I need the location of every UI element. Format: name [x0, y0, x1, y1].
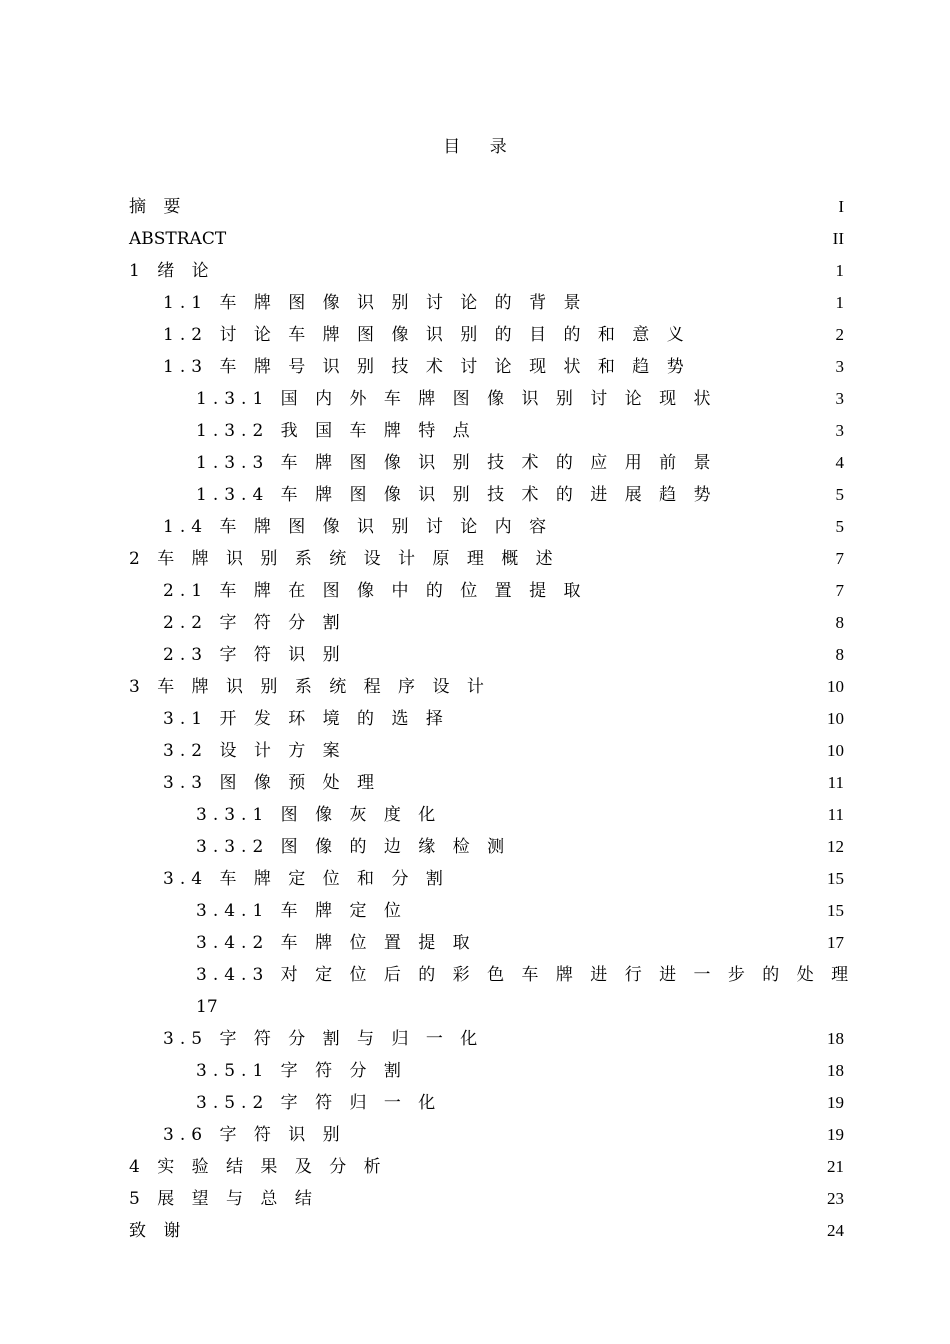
toc-entry[interactable] [0, 1215, 950, 1247]
toc-entry-page: 21 [827, 1157, 844, 1176]
toc-entry-title: 2.1 车 牌 在 图 像 中 的 位 置 提 取 [163, 581, 587, 601]
toc-entry-page: 17 [827, 933, 844, 952]
toc-entry-title: ABSTRACT [129, 229, 227, 249]
toc-entry[interactable] [0, 607, 950, 639]
toc-entry-title: 3.4.3 对 定 位 后 的 彩 色 车 牌 进 行 进 一 步 的 处 理 [196, 965, 855, 985]
toc-entry-title: 1 绪 论 [129, 261, 215, 281]
toc-entry-title: 3.3 图 像 预 处 理 [163, 773, 381, 793]
toc-entry-page: 3 [835, 389, 844, 408]
toc-entry[interactable] [0, 703, 950, 735]
toc-entry[interactable] [0, 543, 950, 575]
toc-entry[interactable] [0, 991, 950, 1023]
toc-entry[interactable] [0, 735, 950, 767]
toc-entry-page: 8 [835, 645, 844, 664]
toc-entry[interactable] [0, 863, 950, 895]
toc-entry-title: 4 实 验 结 果 及 分 析 [129, 1157, 387, 1177]
toc-entry-page: 2 [835, 325, 844, 344]
toc-entry[interactable] [0, 415, 950, 447]
toc-entry-title: 3.1 开 发 环 境 的 选 择 [163, 709, 449, 729]
page-title: 目 录 [443, 137, 519, 157]
toc-entry-page: I [838, 197, 844, 216]
toc-entry-title: 5 展 望 与 总 结 [129, 1189, 318, 1209]
toc-entry[interactable] [0, 223, 950, 255]
toc-entry-page: 5 [835, 485, 844, 504]
toc-entry-title: 3.3.2 图 像 的 边 缘 检 测 [196, 837, 511, 857]
toc-entry-page: 7 [835, 549, 844, 568]
toc-entry[interactable] [0, 895, 950, 927]
toc-entry[interactable] [0, 831, 950, 863]
toc-entry[interactable] [0, 671, 950, 703]
toc-entry-title: 3.4.1 车 牌 定 位 [196, 901, 407, 921]
toc-entry[interactable] [0, 575, 950, 607]
toc-entry-title: 摘 要 [129, 197, 187, 217]
toc-entry-page: 15 [827, 869, 844, 888]
toc-entry-title: 1.3 车 牌 号 识 别 技 术 讨 论 现 状 和 趋 势 [163, 357, 690, 377]
toc-entry-page: 3 [835, 357, 844, 376]
toc-entry-page: 24 [827, 1221, 844, 1240]
toc-entry-title: 1.3.2 我 国 车 牌 特 点 [196, 421, 476, 441]
toc-entry-title: 3.5 字 符 分 割 与 归 一 化 [163, 1029, 484, 1049]
toc-entry[interactable] [0, 287, 950, 319]
toc-entry-title: 1.1 车 牌 图 像 识 别 讨 论 的 背 景 [163, 293, 587, 313]
toc-entry[interactable] [0, 799, 950, 831]
toc-entry[interactable] [0, 319, 950, 351]
toc-entry-page: 1 [835, 293, 844, 312]
toc-entry-page: 19 [827, 1093, 844, 1112]
toc-entry-title: 3.6 字 符 识 别 [163, 1125, 346, 1145]
toc-entry-page: 18 [827, 1029, 844, 1048]
toc-entry-page: 23 [827, 1189, 844, 1208]
toc-entry[interactable] [0, 1087, 950, 1119]
toc-entry[interactable] [0, 351, 950, 383]
toc-entry-title: 3.5.1 字 符 分 割 [196, 1061, 407, 1081]
toc-entry-title: 3.4 车 牌 定 位 和 分 割 [163, 869, 449, 889]
toc-entry-page: 5 [835, 517, 844, 536]
toc-entry[interactable] [0, 927, 950, 959]
toc-entry-page: 15 [827, 901, 844, 920]
toc-entry[interactable] [0, 1183, 950, 1215]
toc-entry-page: 8 [835, 613, 844, 632]
toc-entry-page: 3 [835, 421, 844, 440]
toc-entry[interactable] [0, 1151, 950, 1183]
toc-entry-page: 10 [827, 741, 844, 760]
toc-entry[interactable] [0, 255, 950, 287]
toc-entry[interactable] [0, 1055, 950, 1087]
toc-entry-title: 1.3.3 车 牌 图 像 识 别 技 术 的 应 用 前 景 [196, 453, 717, 473]
toc-entry[interactable] [0, 479, 950, 511]
toc-entry[interactable] [0, 383, 950, 415]
toc-entry-page: II [832, 229, 844, 248]
toc-entry[interactable] [0, 639, 950, 671]
toc-entry-page: 11 [827, 773, 844, 792]
toc-entry[interactable] [0, 767, 950, 799]
toc-entry-page: 1 [835, 261, 844, 280]
toc-entry[interactable] [0, 1119, 950, 1151]
toc-entry-title: 3.2 设 计 方 案 [163, 741, 346, 761]
toc-entry[interactable] [0, 1023, 950, 1055]
toc-entry-title: 1.3.4 车 牌 图 像 识 别 技 术 的 进 展 趋 势 [196, 485, 717, 505]
toc-entry-title: 1.2 讨 论 车 牌 图 像 识 别 的 目 的 和 意 义 [163, 325, 690, 345]
toc-entry[interactable] [0, 191, 950, 223]
toc-entry-title: 2 车 牌 识 别 系 统 设 计 原 理 概 述 [129, 549, 559, 569]
toc-entry-page: 12 [827, 837, 844, 856]
toc-entry-page: 18 [827, 1061, 844, 1080]
toc-entry-page: 4 [835, 453, 844, 472]
toc-entry-title: 2.2 字 符 分 割 [163, 613, 346, 633]
toc-entry-title: 1.3.1 国 内 外 车 牌 图 像 识 别 讨 论 现 状 [196, 389, 717, 409]
toc-entry-page: 10 [827, 709, 844, 728]
toc-entry-title: 3 车 牌 识 别 系 统 程 序 设 计 [129, 677, 490, 697]
toc-entry-title: 3.4.2 车 牌 位 置 提 取 [196, 933, 476, 953]
toc-entry-title: 2.3 字 符 识 别 [163, 645, 346, 665]
toc-entry-page: 10 [827, 677, 844, 696]
toc-entry-page: 19 [827, 1125, 844, 1144]
toc-entry[interactable] [0, 959, 950, 991]
toc-entry-page: 7 [835, 581, 844, 600]
toc-entry-title: 致 谢 [129, 1221, 187, 1241]
toc-entry-title: 3.3.1 图 像 灰 度 化 [196, 805, 442, 825]
toc-entry-page: 11 [827, 805, 844, 824]
toc-entry[interactable] [0, 511, 950, 543]
toc-entry[interactable] [0, 447, 950, 479]
toc-entry-title: 3.5.2 字 符 归 一 化 [196, 1093, 442, 1113]
toc-entry-title: 17 [196, 997, 218, 1017]
toc-entry-title: 1.4 车 牌 图 像 识 别 讨 论 内 容 [163, 517, 553, 537]
